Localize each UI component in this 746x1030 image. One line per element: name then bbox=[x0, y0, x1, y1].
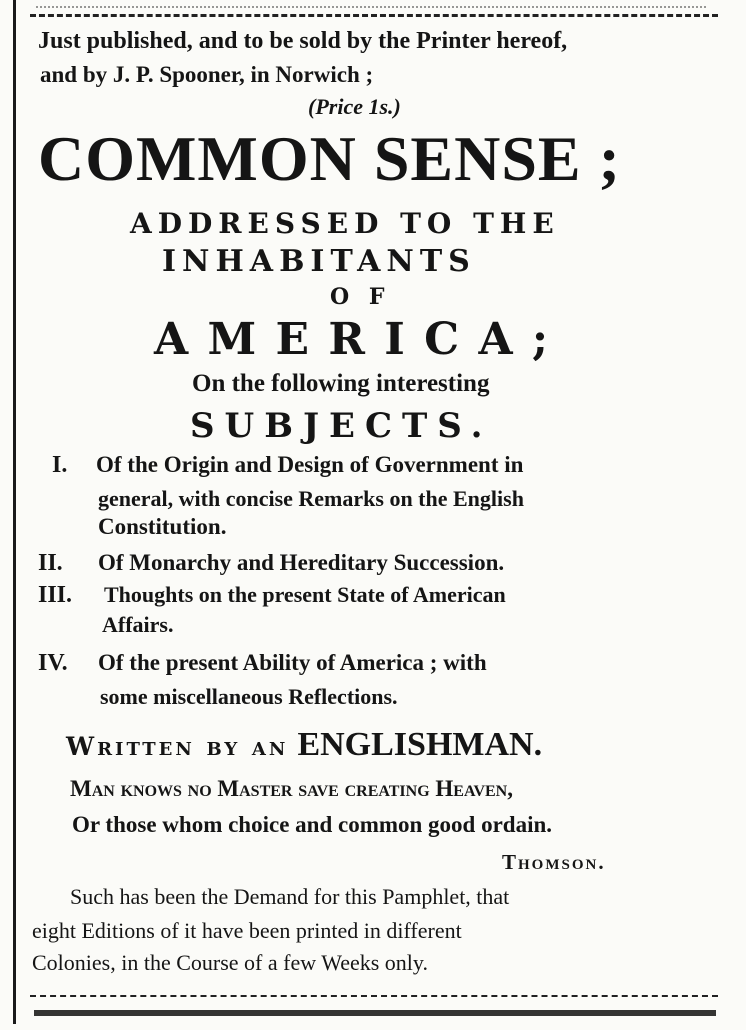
item-2-line-1: Of Monarchy and Hereditary Succession. bbox=[98, 550, 505, 575]
item-3-line-1: Thoughts on the present State of American bbox=[104, 582, 506, 607]
america-line: A M E R I C A ; bbox=[154, 314, 551, 365]
item-1-line-1: Of the Origin and Design of Government in bbox=[96, 452, 524, 477]
addressed-line: ADDRESSED TO THE bbox=[130, 207, 560, 240]
next-article-remnant bbox=[34, 1010, 716, 1030]
closing-line-2: eight Editions of it have been printed in different bbox=[32, 918, 462, 943]
previous-article-remnant bbox=[36, 0, 706, 8]
attribution: Thomson. bbox=[502, 850, 606, 874]
following-line: On the following interesting bbox=[192, 370, 490, 397]
of-line: O F bbox=[330, 284, 391, 310]
closing-line-3: Colonies, in the Course of a few Weeks only. bbox=[32, 950, 428, 975]
item-4-line-2: some miscellaneous Reflections. bbox=[100, 684, 398, 709]
item-3-number: III. bbox=[38, 582, 73, 608]
subjects-heading: SUBJECTS. bbox=[190, 406, 493, 446]
column-border bbox=[13, 0, 16, 1024]
item-1-number: I. bbox=[52, 452, 68, 478]
bottom-divider-rule bbox=[30, 995, 718, 997]
item-1-line-2: general, with concise Remarks on the English bbox=[98, 486, 524, 511]
item-2-number: II. bbox=[38, 550, 63, 576]
item-3-line-2: Affairs. bbox=[102, 612, 174, 637]
inhabitants-line: INHABITANTS bbox=[162, 244, 476, 279]
verse-line-1: Man knows no Master save creating Heaven, bbox=[70, 776, 513, 801]
item-1-line-3: Constitution. bbox=[98, 514, 227, 539]
item-4-number: IV. bbox=[38, 650, 68, 676]
intro-line-1: Just published, and to be sold by the Printer hereof, bbox=[38, 28, 568, 54]
top-divider-rule bbox=[30, 14, 718, 17]
byline bbox=[66, 726, 542, 764]
pamphlet-title: COMMON SENSE ; bbox=[38, 123, 621, 194]
closing-line-1: Such has been the Demand for this Pamphlet, that bbox=[70, 884, 510, 909]
written-by-text: Written by an bbox=[66, 732, 289, 761]
intro-line-2: and by J. P. Spooner, in Norwich ; bbox=[40, 62, 374, 87]
price-note: (Price 1s.) bbox=[308, 94, 401, 119]
englishman-text: ENGLISHMAN. bbox=[297, 726, 543, 763]
item-4-line-1: Of the present Ability of America ; with bbox=[98, 650, 487, 675]
verse-line-2: Or those whom choice and common good ordain. bbox=[72, 812, 553, 837]
